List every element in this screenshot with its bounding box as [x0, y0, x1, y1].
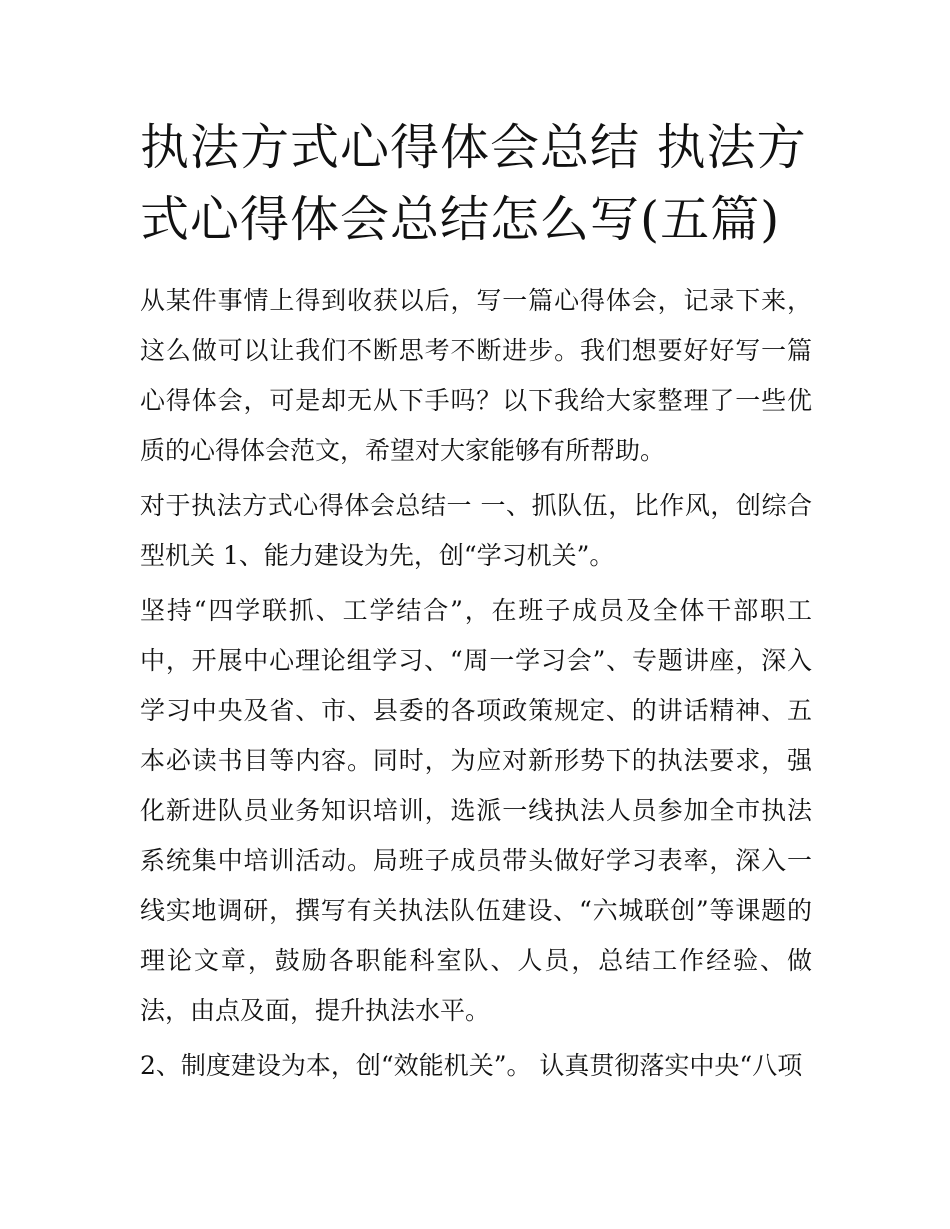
document-page [140, 112, 812, 1096]
paragraph-learning: 坚持“四学联抓、工学结合”，在班子成员及全体干部职工中，开展中心理论组学习、“周一学习会”、专题讲座，深入学习中央及省、市、县委的各项政策规定、的讲话精神、五本必读书目等内容。同时，为应对新形势下的执法要求，强化新进队员业务知识培训，选派一线执法人员参加全市执法系统集中培训活动。局班子成员带头做好学习表率，深入一线实地调研，撰写有关执法队伍建设、“六城联创”等课题的理论文章，鼓励各职能科室队、人员，总结工作经验、做法，由点及面，提升执法水平。 [140, 596, 812, 1025]
paragraph-system: 2、制度建设为本，创“效能机关”。 认真贯彻落实中央“八项 [140, 1051, 803, 1080]
paragraph-section-one: 对于执法方式心得体会总结一 一、抓队伍，比作风，创综合型机关 1、能力建设为先，创“学习机关”。 [140, 491, 812, 570]
paragraph-intro: 从某件事情上得到收获以后，写一篇心得体会，记录下来，这么做可以让我们不断思考不断进步。我们想要好好写一篇心得体会，可是却无从下手吗？以下我给大家整理了一些优质的心得体会范文，希望对大家能够有所帮助。 [140, 286, 812, 465]
document-title: 执法方式心得体会总结 执法方式心得体会总结怎么写(五篇) [140, 119, 807, 248]
